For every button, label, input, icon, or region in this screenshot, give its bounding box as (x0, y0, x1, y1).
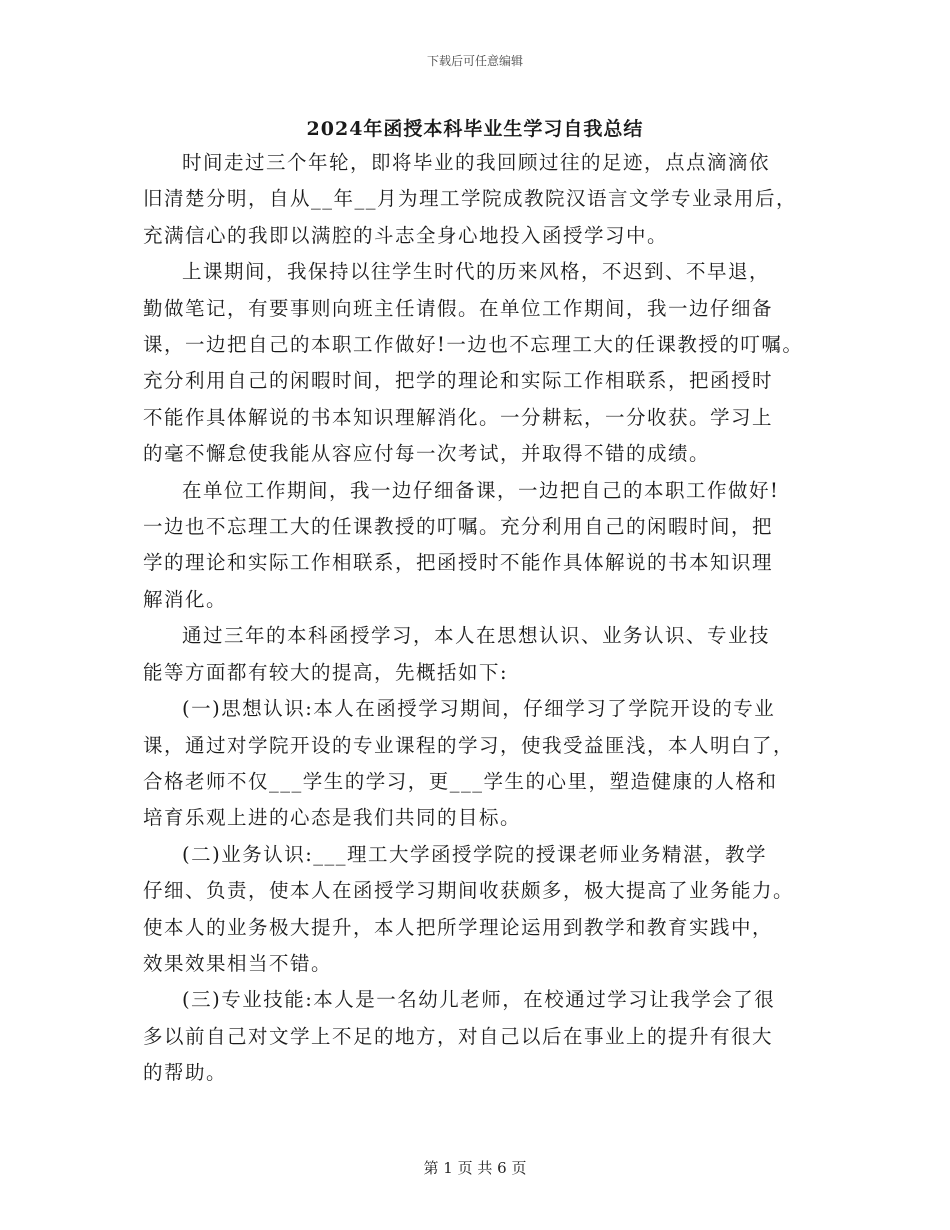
text-line: 充分利用自己的闲暇时间，把学的理论和实际工作相联系，把函授时 (143, 369, 774, 393)
text-line: 勤做笔记，有要事则向班主任请假。在单位工作期间，我一边仔细备 (143, 296, 774, 320)
text-line: 解消化。 (143, 587, 228, 611)
text-line: 一边也不忘理工大的任课教授的叮嘱。充分利用自己的闲暇时间，把 (143, 515, 774, 539)
text-line: 合格老师不仅___学生的学习，更___学生的心里，塑造健康的人格和 (143, 769, 778, 793)
text-line: 培育乐观上进的心态是我们共同的目标。 (143, 806, 522, 830)
paragraph-business (143, 837, 813, 983)
text-line: 课，一边把自己的本职工作做好!一边也不忘理工大的任课教授的叮嘱。 (143, 333, 804, 357)
document-body (143, 145, 813, 1092)
page-number: 第 1 页 共 6 页 (423, 1159, 527, 1177)
paragraph-summary-intro (143, 618, 813, 691)
text-line: 的毫不懈怠使我能从容应付每一次考试，并取得不错的成绩。 (143, 442, 711, 466)
text-line: 充满信心的我即以满腔的斗志全身心地投入函授学习中。 (143, 223, 669, 247)
text-line: (三)专业技能:本人是一名幼儿老师，在校通过学习让我学会了很 (182, 988, 776, 1012)
text-line: 学的理论和实际工作相联系，把函授时不能作具体解说的书本知识理 (143, 551, 774, 575)
text-line: 多以前自己对文学上不足的地方，对自己以后在事业上的提升有很大 (143, 1024, 774, 1048)
text-line: (二)业务认识:___理工大学函授学院的授课老师业务精湛，教学 (182, 842, 768, 866)
text-line: 上课期间，我保持以往学生时代的历来风格，不迟到、不早退， (182, 260, 771, 284)
text-line: 效果效果相当不错。 (143, 951, 333, 975)
paragraph-ideology (143, 691, 813, 837)
text-line: 仔细、负责，使本人在函授学习期间收获颇多，极大提高了业务能力。 (143, 879, 795, 903)
paragraph-work-period (143, 473, 813, 619)
text-line: 能等方面都有较大的提高，先概括如下: (143, 660, 509, 684)
text-line: 通过三年的本科函授学习，本人在思想认识、业务认识、专业技 (182, 624, 771, 648)
text-line: 在单位工作期间，我一边仔细备课，一边把自己的本职工作做好! (182, 478, 780, 502)
text-line: 不能作具体解说的书本知识理解消化。一分耕耘，一分收获。学习上 (143, 405, 774, 429)
text-line: (一)思想认识:本人在函授学习期间，仔细学习了学院开设的专业 (182, 697, 776, 721)
text-line: 旧清楚分明，自从__年__月为理工学院成教院汉语言文学专业录用后， (143, 187, 798, 211)
document-title: 2024年函授本科毕业生学习自我总结 (306, 118, 644, 140)
text-line: 时间走过三个年轮，即将毕业的我回顾过往的足迹，点点滴滴依 (182, 151, 771, 174)
paragraph-class-period (143, 254, 813, 472)
paragraph-intro (143, 145, 813, 254)
paragraph-skills (143, 982, 813, 1091)
page-header-note: 下载后可任意编辑 (426, 54, 523, 68)
text-line: 使本人的业务极大提升，本人把所学理论运用到教学和教育实践中， (143, 915, 774, 939)
text-line: 的帮助。 (143, 1061, 228, 1085)
text-line: 课，通过对学院开设的专业课程的学习，使我受益匪浅，本人明白了， (143, 733, 795, 757)
